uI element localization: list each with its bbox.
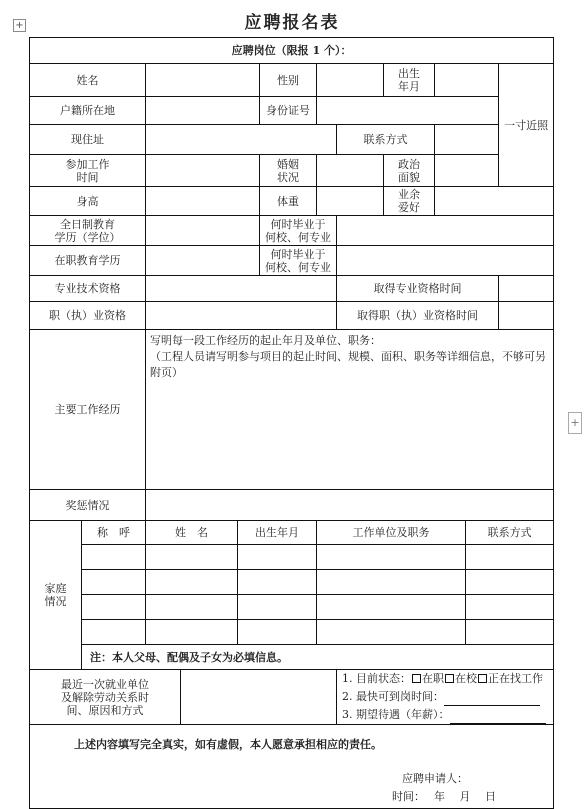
- status-line2: 2. 最快可到岗时间：: [342, 690, 444, 703]
- family-header-relation: 称 呼: [82, 521, 146, 545]
- family-cell[interactable]: [82, 620, 146, 645]
- grad-school-field-2[interactable]: [337, 246, 554, 276]
- status-line1-prefix: 1. 目前状态：: [342, 672, 411, 685]
- inservice-edu-field[interactable]: [146, 246, 260, 276]
- family-cell[interactable]: [82, 570, 146, 595]
- expected-salary-field[interactable]: [450, 711, 546, 724]
- family-cell[interactable]: [238, 545, 317, 570]
- family-cell[interactable]: [146, 545, 238, 570]
- family-cell[interactable]: [238, 595, 317, 620]
- height-field[interactable]: [146, 187, 260, 216]
- last-job-label: 最近一次就业单位 及解除劳动关系时 间、原因和方式: [30, 670, 181, 725]
- family-cell[interactable]: [146, 595, 238, 620]
- height-label: 身高: [30, 187, 146, 216]
- time-line: 时间： 年 月 日: [392, 790, 496, 803]
- family-cell[interactable]: [317, 620, 466, 645]
- declaration-text: 上述内容填写完全真实，如有虚假，本人愿意承担相应的责任。: [74, 738, 382, 751]
- hukou-field[interactable]: [146, 97, 260, 125]
- family-row: [30, 570, 554, 595]
- declaration-block: [30, 725, 554, 809]
- family-cell[interactable]: [466, 595, 554, 620]
- status-opt-student: 在校: [455, 672, 477, 685]
- marital-label: 婚姻 状况: [260, 155, 317, 187]
- checkbox-student-icon[interactable]: [445, 674, 454, 683]
- last-job-field[interactable]: [181, 670, 337, 725]
- id-number-label: 身份证号: [260, 97, 317, 125]
- checkbox-jobseeking-icon[interactable]: [478, 674, 487, 683]
- family-cell[interactable]: [238, 570, 317, 595]
- position-row[interactable]: [30, 38, 554, 64]
- work-exp-label: 主要工作经历: [30, 330, 146, 490]
- family-header-employer: 工作单位及职务: [317, 521, 466, 545]
- weight-label: 体重: [260, 187, 317, 216]
- applicant-label: 应聘申请人：: [402, 772, 468, 785]
- family-cell[interactable]: [317, 545, 466, 570]
- vocational-label: 职（执）业资格: [30, 302, 146, 330]
- awards-label: 奖惩情况: [30, 490, 146, 521]
- available-date-field[interactable]: [444, 693, 540, 706]
- awards-field[interactable]: [146, 490, 554, 521]
- fulltime-edu-field[interactable]: [146, 216, 260, 246]
- family-row: [30, 545, 554, 570]
- birth-field[interactable]: [435, 64, 499, 97]
- hukou-label: 户籍所在地: [30, 97, 146, 125]
- family-row: [30, 595, 554, 620]
- family-cell[interactable]: [82, 545, 146, 570]
- family-header-birth: 出生年月: [238, 521, 317, 545]
- family-cell[interactable]: [466, 620, 554, 645]
- family-cell[interactable]: [238, 620, 317, 645]
- name-field[interactable]: [146, 64, 260, 97]
- family-cell[interactable]: [466, 545, 554, 570]
- fulltime-edu-label: 全日制教育 学历（学位）: [30, 216, 146, 246]
- family-cell[interactable]: [317, 570, 466, 595]
- contact-label: 联系方式: [337, 125, 435, 155]
- family-cell[interactable]: [146, 570, 238, 595]
- grad-school-label-2: 何时毕业于 何校、何专业: [260, 246, 337, 276]
- work-exp-field[interactable]: 写明每一段工作经历的起止年月及单位、职务： （工程人员请写明参与项目的起止时间、规模、面积、职务等详细信息，不够可另附页）: [146, 330, 554, 490]
- family-cell[interactable]: [317, 595, 466, 620]
- pro-tech-label: 专业技术资格: [30, 276, 146, 302]
- status-block: [337, 670, 554, 725]
- political-field[interactable]: [435, 155, 499, 187]
- pro-tech-time-label: 取得专业资格时间: [337, 276, 499, 302]
- family-note: 注：本人父母、配偶及子女为必填信息。: [82, 645, 554, 670]
- grad-school-label-1: 何时毕业于 何校、何专业: [260, 216, 337, 246]
- address-field[interactable]: [146, 125, 337, 155]
- weight-field[interactable]: [317, 187, 384, 216]
- contact-field[interactable]: [435, 125, 499, 155]
- name-label: 姓名: [30, 64, 146, 97]
- id-number-field[interactable]: [317, 97, 499, 125]
- vocational-time-label: 取得职（执）业资格时间: [337, 302, 499, 330]
- page-title: 应聘报名表: [244, 13, 340, 33]
- inservice-edu-label: 在职教育学历: [30, 246, 146, 276]
- pro-tech-time-field[interactable]: [499, 276, 554, 302]
- hobby-label: 业余 爱好: [384, 187, 435, 216]
- birth-label: 出生 年月: [384, 64, 435, 97]
- family-label: 家庭 情况: [30, 521, 82, 670]
- family-header-name: 姓 名: [146, 521, 238, 545]
- hobby-field[interactable]: [435, 187, 554, 216]
- grad-school-field-1[interactable]: [337, 216, 554, 246]
- family-row: [30, 620, 554, 645]
- pro-tech-field[interactable]: [146, 276, 337, 302]
- political-label: 政治 面貌: [384, 155, 435, 187]
- family-cell[interactable]: [82, 595, 146, 620]
- vocational-time-field[interactable]: [499, 302, 554, 330]
- gender-field[interactable]: [317, 64, 384, 97]
- status-line3: 3. 期望待遇（年薪）：: [342, 708, 450, 721]
- table-move-handle-icon[interactable]: +: [13, 19, 26, 32]
- position-label: 应聘岗位（限报 1 个）：: [231, 44, 352, 57]
- status-opt-jobseeking: 正在找工作: [488, 672, 543, 685]
- family-cell[interactable]: [146, 620, 238, 645]
- marital-field[interactable]: [317, 155, 384, 187]
- status-opt-employed: 在职: [422, 672, 444, 685]
- vocational-field[interactable]: [146, 302, 337, 330]
- application-form-table: [29, 37, 554, 809]
- family-cell[interactable]: [466, 570, 554, 595]
- address-label: 现住址: [30, 125, 146, 155]
- work-start-label: 参加工作 时间: [30, 155, 146, 187]
- photo-box[interactable]: 一寸近照: [499, 64, 554, 187]
- gender-label: 性别: [260, 64, 317, 97]
- checkbox-employed-icon[interactable]: [412, 674, 421, 683]
- add-column-icon[interactable]: +: [568, 412, 582, 434]
- work-start-field[interactable]: [146, 155, 260, 187]
- family-header-contact: 联系方式: [466, 521, 554, 545]
